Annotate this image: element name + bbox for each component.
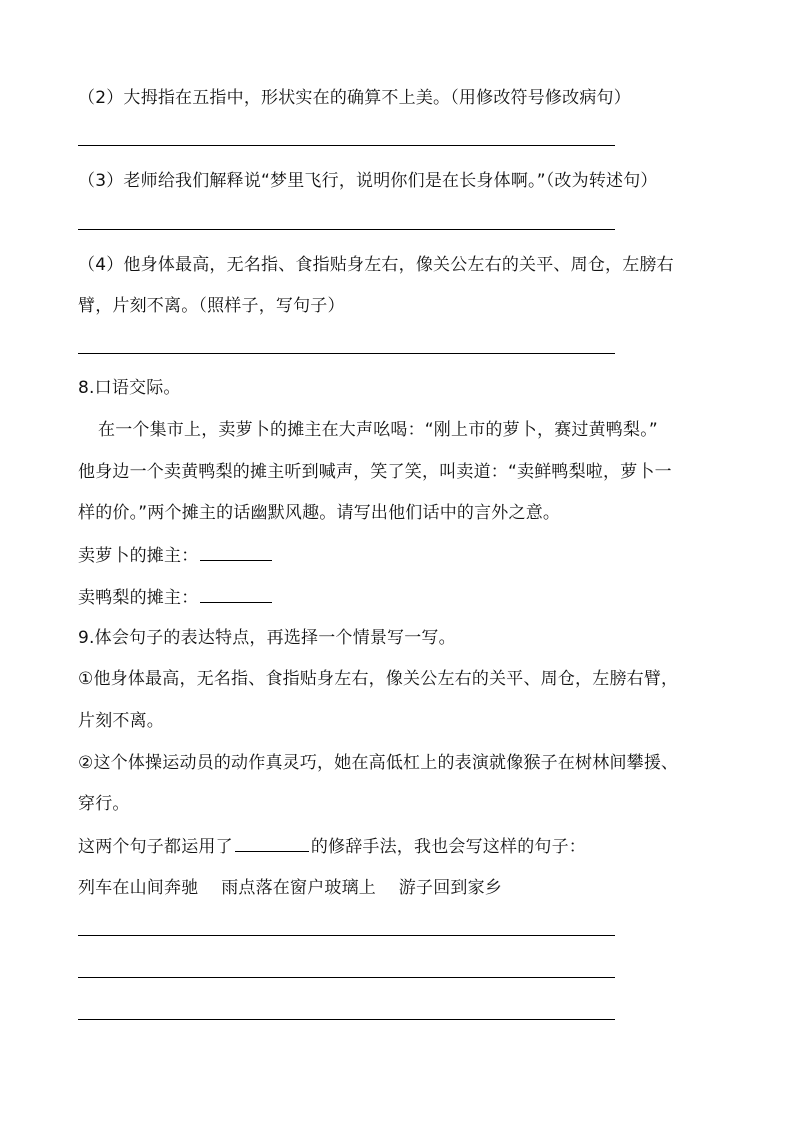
q9-sentence2-line2: 穿行。 (78, 794, 130, 814)
q9-scenarios: 列车在山间奔驰 雨点落在窗户玻璃上 游子回到家乡 (78, 878, 503, 898)
q8-answer1 (78, 543, 272, 568)
q8-paragraph-line1: 在一个集市上，卖萝卜的摊主在大声吆喝：“刚上市的萝卜，赛过黄鸭梨。” (98, 420, 658, 440)
q7-item4-text-line1: （4）他身体最高，无名指、食指贴身左右，像关公左右的关平、周仓，左膀右 (78, 255, 674, 275)
q8-paragraph-line2: 他身边一个卖黄鸭梨的摊主听到喊声，笑了笑，叫卖道：“卖鲜鸭梨啦，萝卜一 (78, 462, 672, 482)
q7-item4-text-line2: 臂，片刻不离。（照样子，写句子） (78, 296, 345, 316)
q9-sentence1-line2: 片刻不离。 (78, 711, 164, 731)
answer-line[interactable] (78, 1019, 615, 1020)
q9-fill-suffix: 的修辞手法，我也会写这样的句子： (310, 837, 587, 857)
q7-item3-text: （3）老师给我们解释说“梦里飞行，说明你们是在长身体啊。”（改为转述句） (78, 171, 658, 191)
answer-blank[interactable] (200, 543, 272, 561)
answer-line[interactable] (78, 229, 615, 230)
q7-item2-text: （2）大拇指在五指中，形状实在的确算不上美。（用修改符号修改病句） (78, 88, 631, 108)
q9-fill-sentence (78, 834, 586, 859)
q9-heading: 9.体会句子的表达特点，再选择一个情景写一写。 (78, 628, 456, 648)
rhetoric-blank[interactable] (235, 834, 309, 852)
q9-sentence1-line1: ①他身体最高，无名指、食指贴身左右，像关公左右的关平、周仓，左膀右臂， (78, 669, 679, 689)
answer-line[interactable] (78, 353, 615, 354)
answer-line[interactable] (78, 935, 615, 936)
q8-answer1-label: 卖萝卜的摊主： (78, 546, 199, 566)
q8-answer2-label: 卖鸭梨的摊主： (78, 588, 199, 608)
q8-answer2 (78, 585, 272, 610)
answer-line[interactable] (78, 145, 615, 146)
answer-line[interactable] (78, 977, 615, 978)
q9-sentence2-line1: ②这个体操运动员的动作真灵巧，她在高低杠上的表演就像猴子在树林间攀援、 (78, 753, 679, 773)
answer-blank[interactable] (200, 585, 272, 603)
q8-heading: 8.口语交际。 (78, 378, 181, 398)
q9-fill-prefix: 这两个句子都运用了 (78, 837, 233, 857)
q8-paragraph-line3: 样的价。”两个摊主的话幽默风趣。请写出他们话中的言外之意。 (78, 503, 561, 523)
